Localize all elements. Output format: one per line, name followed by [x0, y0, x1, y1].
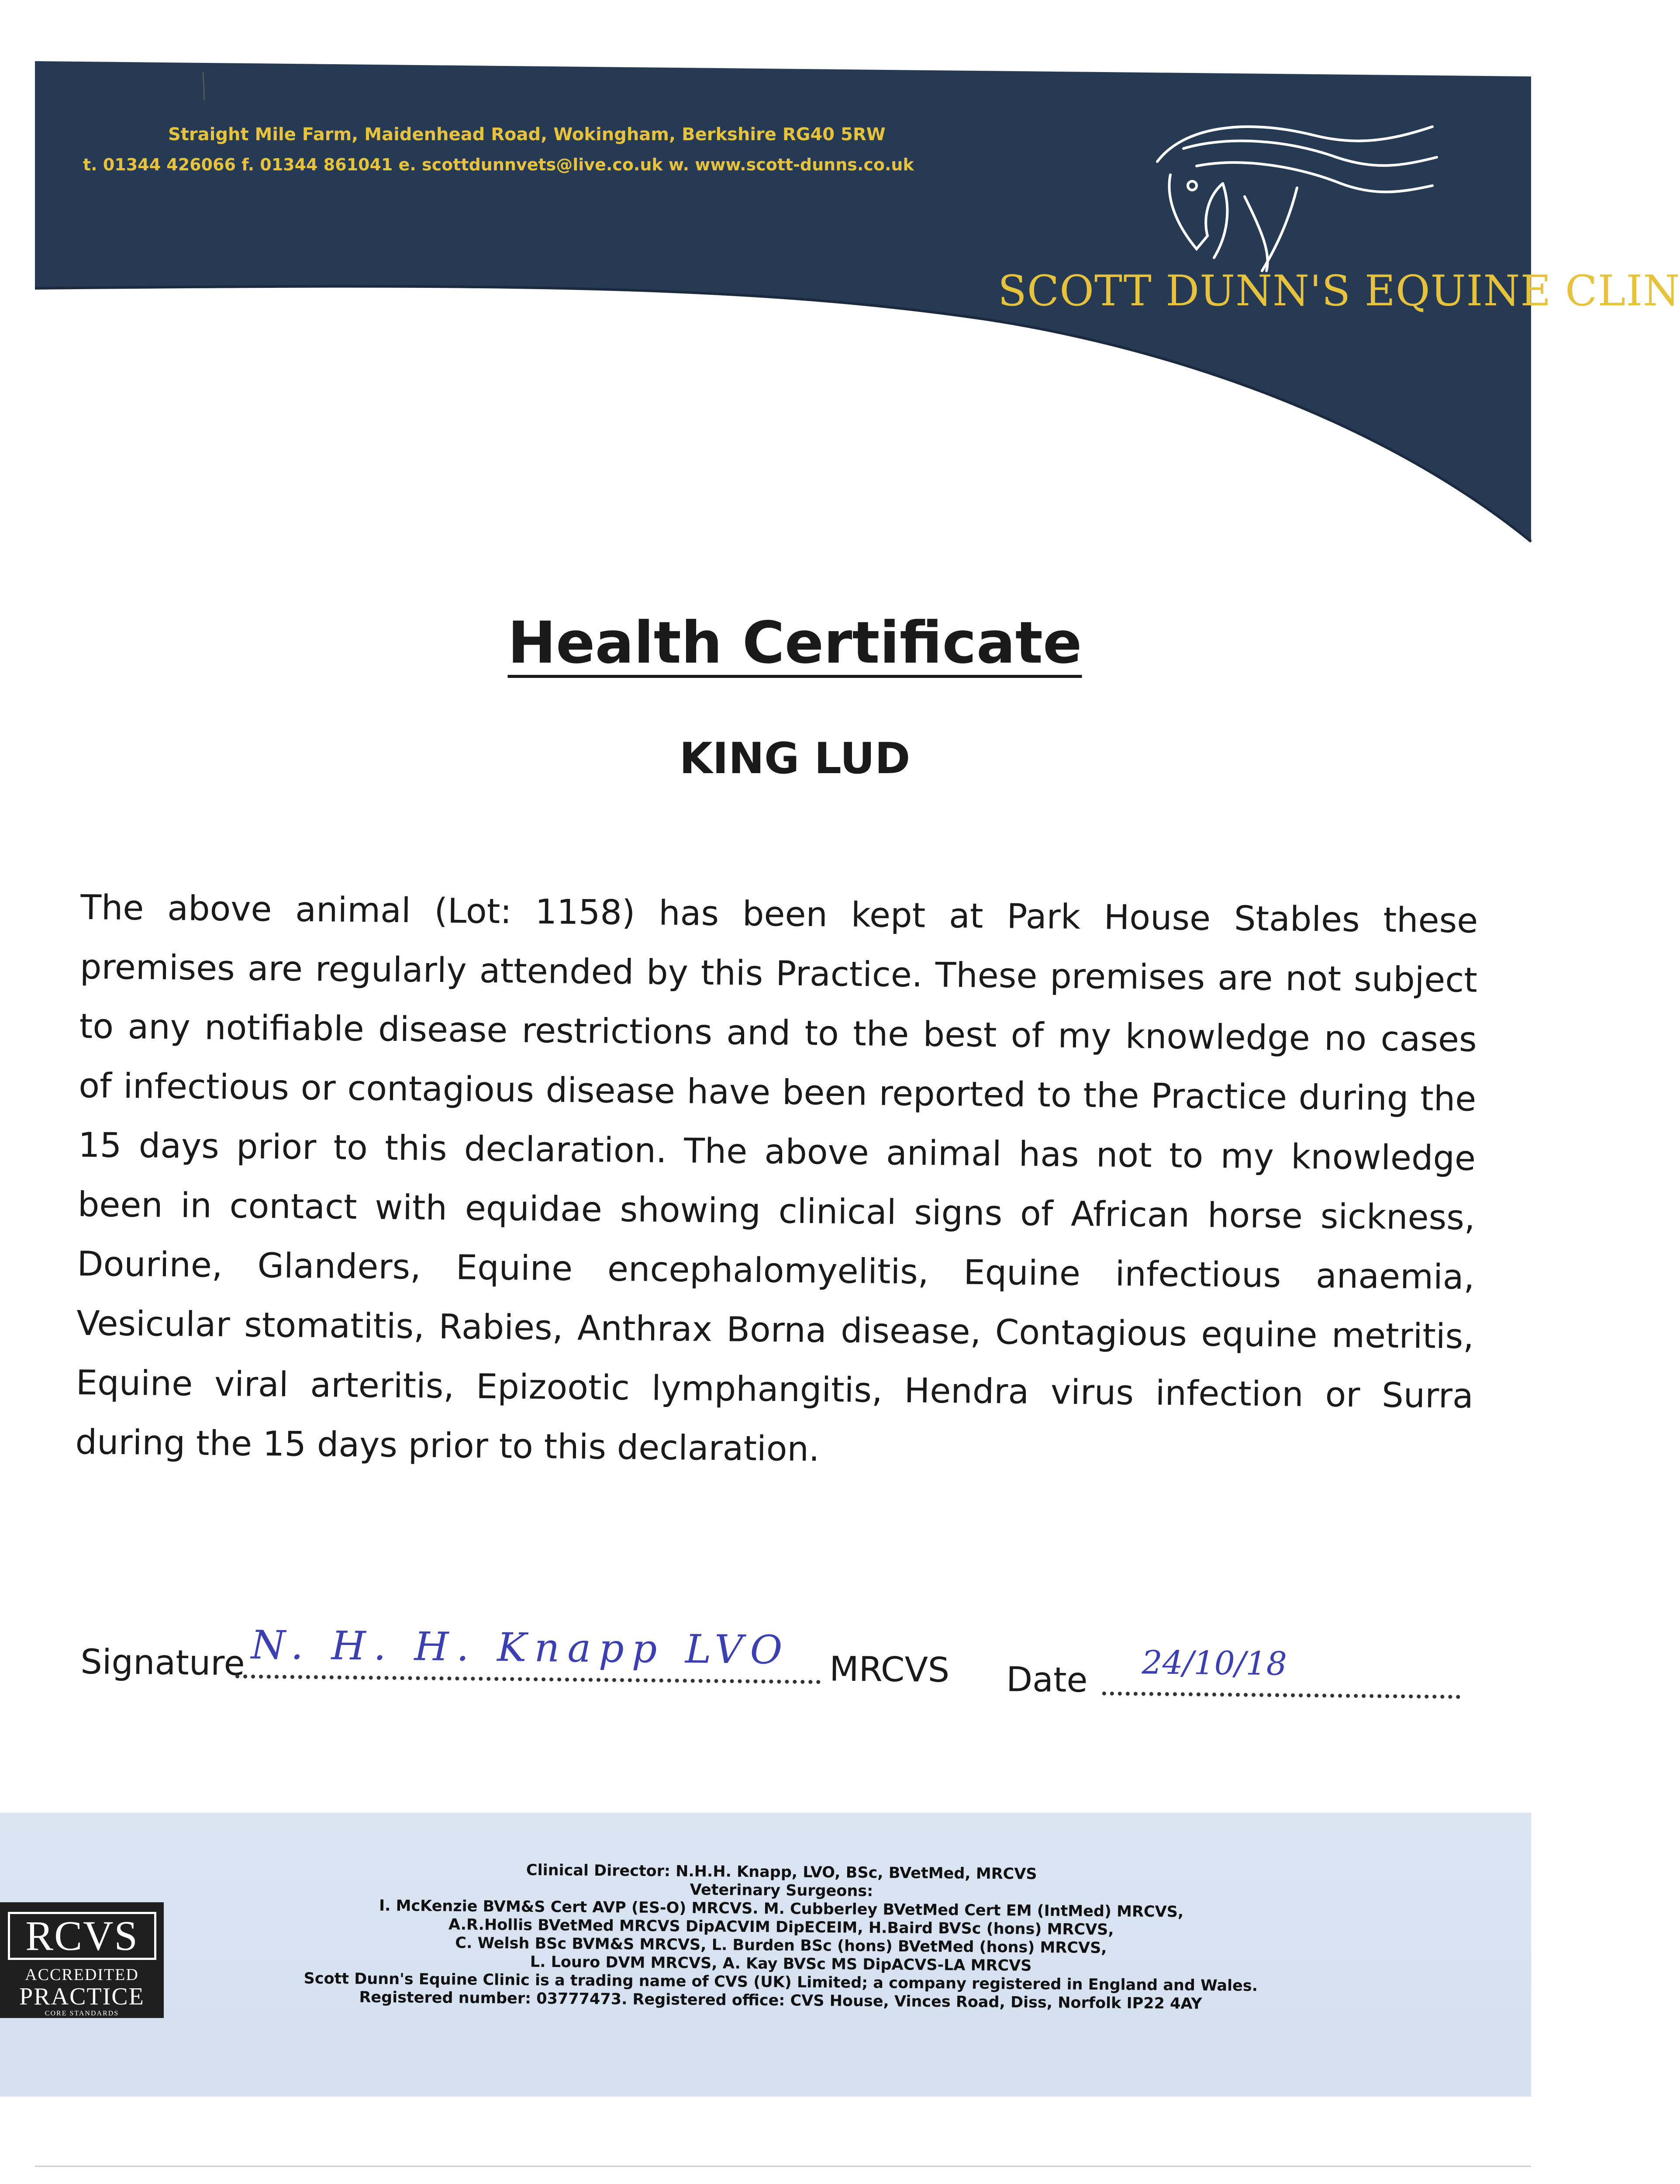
clinic-address: Straight Mile Farm, Maidenhead Road, Wokingham, Berkshire RG40 5RW — [168, 124, 886, 145]
signature-row — [80, 1622, 1478, 1708]
certificate-declaration-text: The above animal (Lot: 1158) has been kept at Park House Stables these premises are regularly attended by this Practice. These premises are not subject to any notifiable disease restrictions and to the best of my knowledge no cases of infectious or contagious disease have been reported to the Practice during the 15 days prior to this declaration. The above animal has not to my knowledge been in contact with equidae showing clinical signs of African horse sickness, Dourine, Glanders, Equine encephalomyelitis, Equine infectious anaemia, Vesicular stomatitis, Rabies, Anthrax Borna disease, Contagious equine metritis, Equine viral arteritis, Epizootic lymphangitis, Hendra virus infection or Surra during the 15 days prior to this declaration. — [75, 888, 1478, 1469]
footer-vet-line: C. Welsh BSc BVM&S MRCVS, L. Burden BSc (hons) BVetMed (hons) MRCVS, — [455, 1934, 1107, 1957]
footer-vet-line: I. McKenzie BVM&S Cert AVP (ES-O) MRCVS. M. Cubberley BVetMed Cert EM (IntMed) MRCVS, — [379, 1897, 1184, 1921]
footer-vet-surgeons-heading: Veterinary Surgeons: — [690, 1881, 873, 1900]
rcvs-badge-line2: PRACTICE — [19, 1983, 145, 2010]
clinic-name: SCOTT DUNN'S EQUINE CLIN — [998, 266, 1680, 315]
certificate-title: Health Certificate — [507, 609, 1082, 677]
animal-name: KING LUD — [679, 734, 911, 784]
rcvs-badge-title: RCVS — [8, 1912, 156, 1960]
footer-clinical-director: Clinical Director: N.H.H. Knapp, LVO, BSc, BVetMed, MRCVS — [526, 1861, 1037, 1883]
footer-company-info: Scott Dunn's Equine Clinic is a trading name of CVS (UK) Limited; a company registered in England and Wales. — [304, 1970, 1258, 1995]
rcvs-badge-line1: ACCREDITED — [25, 1966, 139, 1984]
signature-label: Signature — [80, 1642, 245, 1683]
handwritten-date: 24/10/18 — [1142, 1644, 1287, 1683]
rcvs-accredited-practice-logo — [0, 1902, 164, 2018]
page-bottom-rule — [35, 2166, 1531, 2167]
rcvs-badge-line3: CORE STANDARDS — [45, 2010, 119, 2017]
signature-qualification: MRCVS — [829, 1649, 950, 1690]
date-label: Date — [1006, 1660, 1088, 1700]
footer-registration: Registered number: 03777473. Registered office: CVS House, Vinces Road, Diss, Norfolk IP22 4AY — [359, 1988, 1202, 2013]
clinic-contact-details: t. 01344 426066 f. 01344 861041 e. scottdunnvets@live.co.uk w. www.scott-dunns.co.uk — [83, 155, 914, 174]
footer-vet-line: L. Louro DVM MRCVS, A. Kay BVSc MS DipACVS-LA MRCVS — [530, 1953, 1032, 1975]
footer-practice-details — [208, 1859, 1354, 2015]
horse-head-logo-icon — [1131, 109, 1445, 275]
handwritten-signature: N. H. H. Knapp LVO — [251, 1622, 790, 1673]
footer-vet-line: A.R.Hollis BVetMed MRCVS DipACVIM DipECEIM, H.Baird BVSc (hons) MRCVS, — [448, 1916, 1114, 1939]
